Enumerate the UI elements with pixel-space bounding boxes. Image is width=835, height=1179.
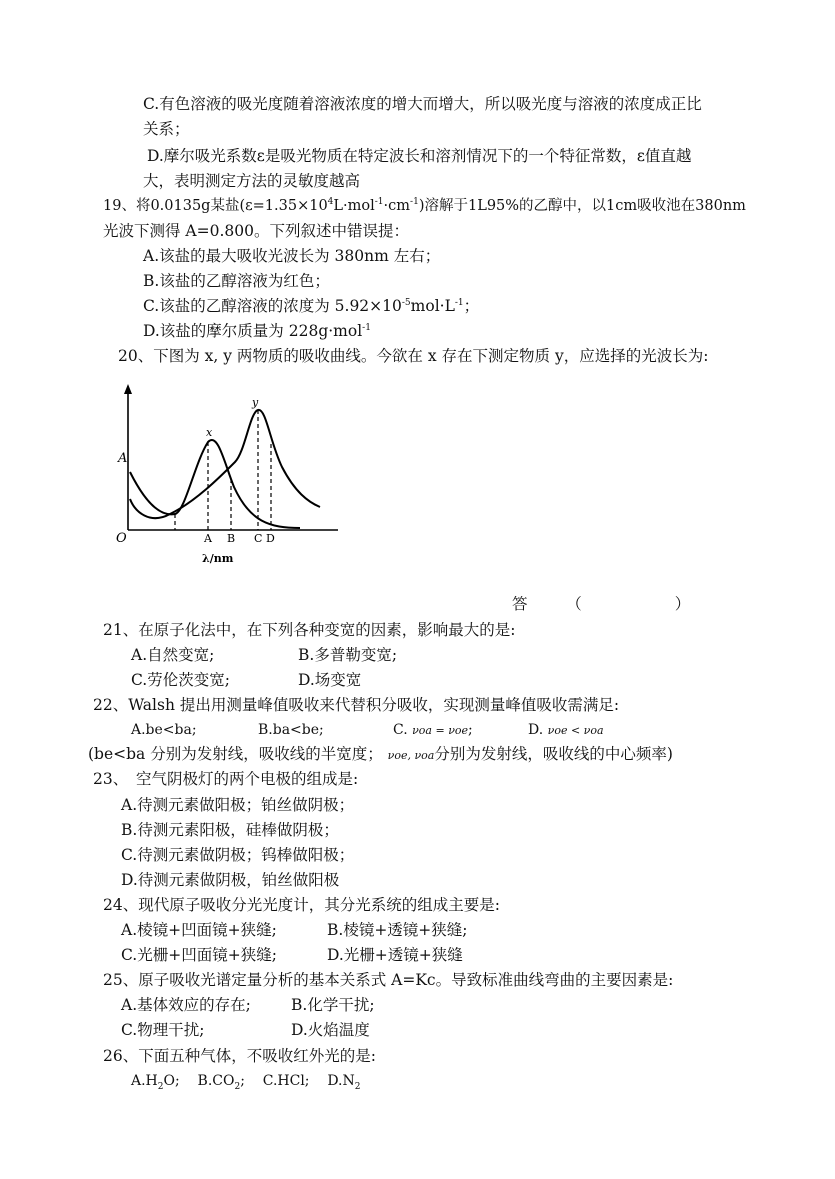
q26-option-b-sub: 2 — [234, 1081, 241, 1092]
q19-stem-part-d: )溶解于1L95%的乙醇中，以1cm吸收池在380nm — [418, 198, 746, 214]
q21-stem: 21、在原子化法中，在下列各种变宽的因素，影响最大的是: — [103, 621, 516, 639]
q26-option-b-text: B.CO — [197, 1073, 235, 1089]
q22-option-d — [528, 720, 604, 741]
absorption-curve-figure — [110, 382, 345, 582]
q22-note-part-a: (be<ba 分别为发射线，吸收线的半宽度； — [88, 745, 383, 763]
q24-option-d: D.光栅+透镜+狭缝 — [327, 946, 463, 964]
q22-option-c-formula: νoa = νoe — [412, 724, 469, 737]
q19-option-d — [143, 321, 371, 341]
q21-option-c: C.劳伦茨变宽; — [131, 671, 230, 689]
q22-option-d-formula: νoe < νoa — [547, 724, 604, 737]
q25-option-c: C.物理干扰; — [121, 1021, 205, 1039]
q19-sup-2: -1 — [374, 197, 384, 208]
q19-option-c-sup2: -1 — [454, 297, 464, 308]
q26-option-d-text: D.N — [327, 1073, 355, 1089]
q18-option-c-line1: C.有色溶液的吸光度随着溶液浓度的增大而增大，所以吸光度与溶液的浓度成正比 — [143, 95, 702, 113]
q19-option-b: B.该盐的乙醇溶液为红色； — [143, 272, 330, 290]
q19-sup-3: -1 — [410, 197, 419, 208]
q22-option-c-end: ; — [468, 722, 473, 738]
q26-option-a — [131, 1073, 180, 1092]
q22-option-d-letter: D. — [528, 722, 544, 738]
q22-option-b: B.ba<be; — [258, 722, 324, 738]
tick-A: A — [204, 532, 212, 545]
q22-option-c — [393, 720, 473, 741]
x-axis-label: λ/nm — [202, 552, 234, 565]
q24-option-c: C.光栅+凹面镜+狭缝; — [121, 946, 277, 964]
q26-option-b-end: ; — [240, 1073, 245, 1089]
q21-option-a: A.自然变宽; — [131, 646, 215, 664]
q19-stem-part-c: ·cm — [383, 198, 411, 214]
q19-option-d-text: D.该盐的摩尔质量为 228g·mol — [143, 322, 363, 340]
q22-option-a: A.be<ba; — [131, 722, 197, 738]
q19-stem-part-a: 19、将0.0135g某盐(ε=1.35×10 — [103, 198, 328, 214]
q23-option-a: A.待测元素做阳极；铂丝做阴极； — [121, 796, 355, 814]
q25-option-a: A.基体效应的存在; — [121, 996, 251, 1014]
q19-stem-line2: 光波下测得 A=0.800。下列叙述中错误提： — [103, 222, 409, 240]
curve-y-label: y — [252, 396, 259, 409]
q24-option-b: B.棱镜+透镜+狭缝; — [327, 921, 468, 939]
tick-C: C — [254, 532, 263, 545]
q18-option-d-line1: D.摩尔吸光系数ε是吸光物质在特定波长和溶剂情况下的一个特征常数，ε值直越 — [147, 147, 692, 165]
q26-option-d — [327, 1073, 361, 1092]
curve-x-label: x — [206, 426, 213, 439]
q26-option-a-sub: 2 — [157, 1081, 164, 1092]
tick-B: B — [227, 532, 236, 545]
y-axis-label: A — [118, 451, 128, 466]
q22-note-part-b: 分别为发射线，吸收线的中心频率) — [434, 745, 673, 763]
q19-option-d-sup: -1 — [362, 322, 371, 333]
q22-stem: 22、Walsh 提出用测量峰值吸收来代替积分吸收，实现测量峰值吸收需满足: — [93, 696, 620, 714]
q26-option-a-text: A.H — [131, 1073, 158, 1089]
q22-note — [88, 744, 673, 766]
q20-stem: 20、下图为 x, y 两物质的吸收曲线。今欲在 x 存在下测定物质 y，应选择的光波长为: — [118, 347, 709, 365]
q19-option-c-text: C.该盐的乙醇溶液的浓度为 5.92×10 — [143, 297, 402, 315]
y-axis-arrow — [124, 384, 132, 394]
q18-option-c-line2: 关系； — [143, 120, 190, 138]
q24-stem: 24、现代原子吸收分光光度计，其分光系统的组成主要是: — [103, 896, 500, 914]
q19-option-c — [143, 296, 479, 316]
q24-option-a: A.棱镜+凹面镜+狭缝; — [121, 921, 277, 939]
curve-x — [130, 440, 300, 528]
q26-stem: 26、下面五种气体，不吸收红外光的是: — [103, 1047, 376, 1065]
q20-answer-blank: 答 （ ） — [512, 595, 691, 613]
q22-note-symbols: νoe, νoa — [387, 749, 435, 762]
q22-option-c-letter: C. — [393, 722, 408, 738]
q23-stem: 23、 空气阴极灯的两个电极的组成是: — [93, 770, 359, 788]
q19-option-c-sup: -5 — [401, 297, 411, 308]
q25-option-d: D.火焰温度 — [291, 1021, 370, 1039]
q18-option-d-line2: 大，表明测定方法的灵敏度越高 — [143, 172, 361, 190]
q26-option-b — [197, 1073, 245, 1092]
q23-option-b: B.待测元素阳极，硅棒做阴极； — [121, 821, 339, 839]
q25-option-b: B.化学干扰; — [291, 996, 375, 1014]
q26-options — [131, 1071, 361, 1091]
q25-stem: 25、原子吸收光谱定量分析的基本关系式 A=Kc。导致标准曲线弯曲的主要因素是: — [103, 971, 674, 989]
q21-option-d: D.场变宽 — [298, 671, 362, 689]
origin-label: O — [116, 531, 127, 546]
q23-option-c: C.待测元素做阴极；钨棒做阳极； — [121, 846, 355, 864]
q26-option-c: C.HCl; — [262, 1073, 310, 1089]
q26-option-d-sub: 2 — [354, 1081, 361, 1092]
tick-D: D — [266, 532, 275, 545]
q19-sup-1: 4 — [327, 197, 334, 208]
q19-stem-line1 — [103, 196, 746, 216]
q19-option-a: A.该盐的最大吸收光波长为 380nm 左右； — [143, 247, 441, 265]
q19-option-c-unit: mol·L — [410, 297, 455, 315]
q23-option-d: D.待测元素做阴极，铂丝做阳极 — [121, 871, 340, 889]
q19-stem-part-b: L·mol — [333, 198, 375, 214]
q21-option-b: B.多普勒变宽; — [298, 646, 398, 664]
q26-option-a-end: O; — [163, 1073, 180, 1089]
q19-option-c-end: ； — [463, 297, 480, 315]
